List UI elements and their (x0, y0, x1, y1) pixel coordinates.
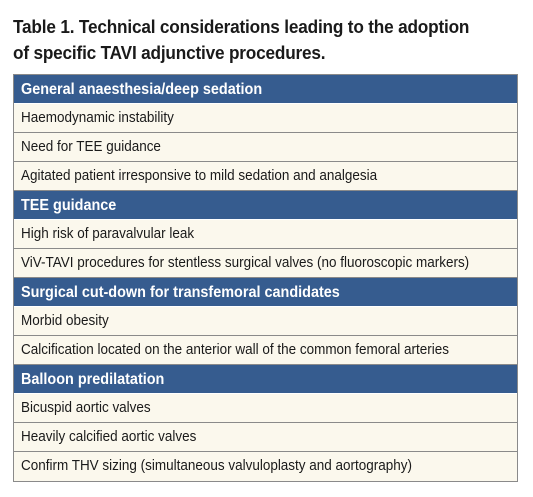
section-header-balloon-predilatation: Balloon predilatation (14, 365, 517, 394)
table-row: Calcification located on the anterior wall of the common femoral arteries (14, 336, 517, 365)
table-row: ViV-TAVI procedures for stentless surgical valves (no fluoroscopic markers) (14, 249, 517, 278)
table-row: Agitated patient irresponsive to mild sedation and analgesia (14, 162, 517, 191)
section-header-surgical-cut-down: Surgical cut-down for transfemoral candidates (14, 278, 517, 307)
table-caption: Table 1. Technical considerations leading to the adoption of specific TAVI adjunctive procedures. (13, 16, 470, 63)
table-row: High risk of paravalvular leak (14, 220, 517, 249)
table-row: Heavily calcified aortic valves (14, 423, 517, 452)
section-header-general-anaesthesia: General anaesthesia/deep sedation (14, 75, 517, 104)
table-row: Confirm THV sizing (simultaneous valvuloplasty and aortography) (14, 452, 517, 481)
considerations-table (13, 74, 518, 482)
table-row: Bicuspid aortic valves (14, 394, 517, 423)
table-row: Morbid obesity (14, 307, 517, 336)
table-row: Haemodynamic instability (14, 104, 517, 133)
section-header-tee-guidance: TEE guidance (14, 191, 517, 220)
table-row: Need for TEE guidance (14, 133, 517, 162)
